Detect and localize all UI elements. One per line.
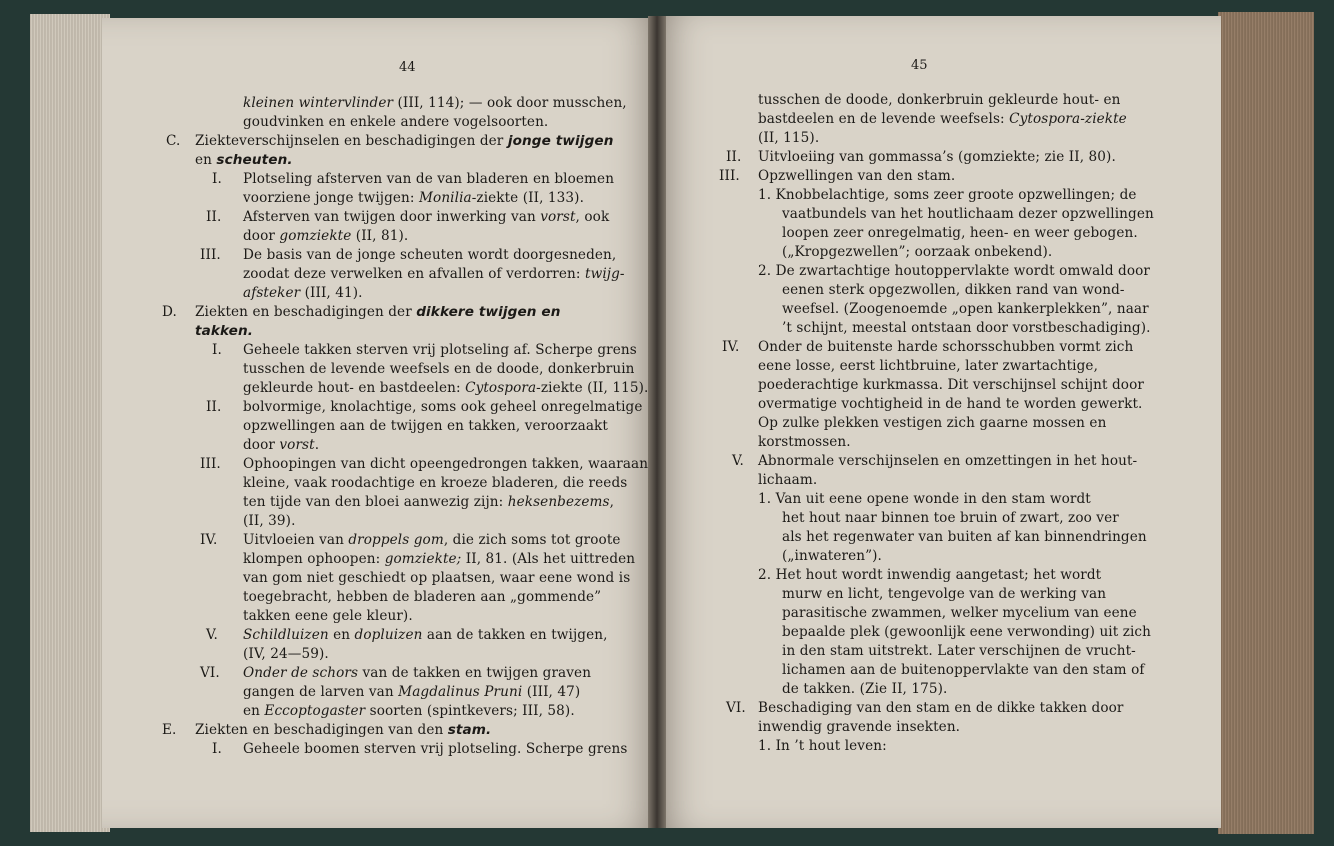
body-text: aan de takken en twijgen, <box>422 627 608 643</box>
body-text: goudvinken en enkele andere vogelsoorten. <box>243 114 549 130</box>
text-line <box>243 398 642 417</box>
body-text: Geheele boomen sterven vrij plotseling. Scherpe grens <box>243 741 628 757</box>
text-line <box>243 569 630 588</box>
body-text: IV. <box>200 532 218 548</box>
body-text: kleine, vaak roodachtige en kroeze bladeren, die reeds <box>243 475 628 491</box>
body-text: lichaam. <box>758 472 818 488</box>
body-text: bastdeelen en de levende weefsels: <box>758 111 1010 127</box>
body-text: (II, 115). <box>758 130 820 146</box>
text-line <box>162 721 176 740</box>
text-line <box>726 699 746 718</box>
text-line <box>243 607 413 626</box>
body-text: in den stam uitstrekt. Later verschijnen de vrucht- <box>782 643 1136 659</box>
text-line <box>243 113 548 132</box>
text-line <box>732 452 744 471</box>
text-line <box>243 189 584 208</box>
body-text: VI. <box>726 700 746 716</box>
body-text: van de takken en twijgen graven <box>358 665 592 681</box>
body-text: loopen zeer onregelmatig, heen- en weer gebogen. <box>782 225 1138 241</box>
body-text: IV. <box>722 339 740 355</box>
body-text: eenen sterk opgezwollen, dikken rand van wond- <box>782 282 1125 298</box>
italic-text: Monilia <box>419 190 472 206</box>
text-line <box>200 246 221 265</box>
text-line <box>243 702 575 721</box>
text-line <box>243 265 625 284</box>
body-text: II, 81. (Als het uittreden <box>461 551 636 567</box>
body-text: D. <box>162 304 177 320</box>
text-line <box>782 300 1149 319</box>
body-text: („inwateren”). <box>782 548 882 564</box>
text-line <box>195 303 561 322</box>
text-line <box>758 452 1137 471</box>
body-text: I. <box>212 171 222 187</box>
body-text: soorten (spintkevers; III, 58). <box>365 703 575 719</box>
italic-text: vorst <box>540 209 576 225</box>
heading-text: dikkere twijgen en <box>416 304 561 320</box>
text-line <box>758 471 817 490</box>
text-line <box>758 414 1106 433</box>
body-text: 1. Knobbelachtige, soms zeer groote opzwellingen; de <box>758 187 1137 203</box>
text-line <box>243 417 608 436</box>
text-line <box>243 246 616 265</box>
heading-text: takken. <box>195 323 254 339</box>
body-text: en <box>195 152 217 168</box>
text-line <box>726 148 741 167</box>
body-text: Afsterven van twijgen door inwerking van <box>243 209 541 225</box>
text-line <box>722 338 739 357</box>
body-text: murw en licht, tengevolge van de werking van <box>782 586 1107 602</box>
text-line <box>782 224 1138 243</box>
body-text: , ook <box>575 209 610 225</box>
body-text: Ziekten en beschadigingen der <box>195 304 417 320</box>
body-text: („Kropgezwellen”; oorzaak onbekend). <box>782 244 1053 260</box>
text-line <box>758 338 1133 357</box>
body-text: Ziekten en beschadigingen van den <box>195 722 448 738</box>
body-text: overmatige vochtigheid in de hand te worden gewerkt. <box>758 396 1143 412</box>
body-text: (III, 47) <box>522 684 581 700</box>
text-line <box>782 642 1136 661</box>
text-line <box>243 341 637 360</box>
text-line <box>758 110 1127 129</box>
text-line <box>782 243 1052 262</box>
text-line <box>243 436 319 455</box>
text-line <box>243 208 609 227</box>
italic-text: gomziekte; <box>384 551 462 567</box>
text-line <box>243 683 580 702</box>
text-line <box>758 718 960 737</box>
body-text: bepaalde plek (gewoonlijk eene verwonding) uit zich <box>782 624 1152 640</box>
italic-text: heksenbezems <box>507 494 610 510</box>
body-text: inwendig gravende insekten. <box>758 719 961 735</box>
page-number: 44 <box>399 60 416 75</box>
text-line <box>758 91 1120 110</box>
body-text: 2. Het hout wordt inwendig aangetast; het wordt <box>758 567 1102 583</box>
text-line <box>782 680 947 699</box>
text-line <box>243 94 627 113</box>
italic-text: droppels gom <box>348 532 444 548</box>
body-text: toegebracht, hebben de bladeren aan „gommende” <box>243 589 602 605</box>
text-line <box>243 360 635 379</box>
body-text: 2. De zwartachtige houtoppervlakte wordt omwald door <box>758 263 1151 279</box>
italic-text: dopluizen <box>354 627 423 643</box>
italic-text: gomziekte <box>279 228 352 244</box>
body-text: . <box>314 437 320 453</box>
text-line <box>782 319 1151 338</box>
body-text: ’t schijnt, meestal ontstaan door vorstbeschadiging). <box>782 320 1151 336</box>
text-line <box>243 455 648 474</box>
text-line <box>243 664 591 683</box>
body-text: -ziekte (II, 133). <box>471 190 585 206</box>
italic-text: Eccoptogaster <box>264 703 366 719</box>
text-line <box>200 531 217 550</box>
body-text: voorziene jonge twijgen: <box>243 190 420 206</box>
heading-text: stam. <box>447 722 492 738</box>
body-text: opzwellingen aan de twijgen en takken, veroorzaakt <box>243 418 608 434</box>
body-text: I. <box>212 741 222 757</box>
body-text: lichamen aan de buitenoppervlakte van den stam of <box>782 662 1145 678</box>
body-text: I. <box>212 342 222 358</box>
body-text: gangen de larven van <box>243 684 399 700</box>
body-text: door <box>243 228 280 244</box>
body-text: III. <box>200 247 221 263</box>
body-text: (III, 114); — ook door musschen, <box>393 95 627 111</box>
text-line <box>243 588 601 607</box>
text-line <box>243 626 608 645</box>
text-line <box>758 148 1116 167</box>
italic-text: Schildluizen <box>243 627 329 643</box>
page-edges-left <box>30 14 110 832</box>
text-line <box>758 186 1137 205</box>
text-line <box>195 151 293 170</box>
italic-text: Cytospora-ziekte <box>1009 111 1127 127</box>
body-text: van gom niet geschiedt op plaatsen, waar eene wond is <box>243 570 631 586</box>
italic-text: twijg- <box>585 266 625 282</box>
body-text: Uitvloeiing van gommassa’s (gomziekte; zie II, 80). <box>758 149 1116 165</box>
text-line <box>719 167 740 186</box>
text-line <box>200 455 221 474</box>
text-line <box>758 433 851 452</box>
body-text: Ziekteverschijnselen en beschadigingen der <box>195 133 508 149</box>
body-text: VI. <box>200 665 220 681</box>
text-line <box>782 585 1106 604</box>
italic-text: Onder de schors <box>243 665 359 681</box>
body-text: Geheele takken sterven vrij plotseling af. Scherpe grens <box>243 342 637 358</box>
text-line <box>782 604 1137 623</box>
body-text: -ziekte (II, 115). <box>536 380 649 396</box>
book-gutter <box>648 16 666 828</box>
text-line <box>212 341 222 360</box>
text-line <box>206 208 221 227</box>
text-line <box>206 398 221 417</box>
body-text: (III, 41). <box>300 285 363 301</box>
page-number: 45 <box>911 58 928 73</box>
right-page <box>655 16 1221 828</box>
page-edges-right <box>1218 12 1314 834</box>
text-line <box>212 170 222 189</box>
text-line <box>243 227 408 246</box>
text-line <box>782 623 1151 642</box>
text-line <box>782 661 1144 680</box>
body-text: II. <box>206 399 222 415</box>
text-line <box>243 531 621 550</box>
body-text: III. <box>719 168 740 184</box>
text-line <box>166 132 180 151</box>
body-text: de takken. (Zie II, 175). <box>782 681 948 697</box>
text-line <box>758 376 1144 395</box>
body-text: als het regenwater van buiten af kan binnendringen <box>782 529 1147 545</box>
text-line <box>195 721 491 740</box>
text-line <box>243 493 614 512</box>
body-text: E. <box>162 722 177 738</box>
text-line <box>206 626 218 645</box>
italic-text: Cytospora <box>465 380 537 396</box>
body-text: tusschen de doode, donkerbruin gekleurde hout- en <box>758 92 1121 108</box>
body-text: De basis van de jonge scheuten wordt doorgesneden, <box>243 247 617 263</box>
body-text: klompen ophoopen: <box>243 551 385 567</box>
body-text: korstmossen. <box>758 434 851 450</box>
body-text: V. <box>206 627 218 643</box>
text-line <box>758 129 819 148</box>
text-line <box>243 379 648 398</box>
body-text: door <box>243 437 280 453</box>
body-text: , die zich soms tot groote <box>443 532 621 548</box>
text-line <box>758 566 1101 585</box>
text-line <box>212 740 222 759</box>
text-line <box>243 512 296 531</box>
text-line <box>243 550 635 569</box>
text-line <box>243 170 614 189</box>
text-line <box>758 737 887 756</box>
body-text: II. <box>206 209 222 225</box>
body-text: het hout naar binnen toe bruin of zwart, zoo ver <box>782 510 1119 526</box>
text-line <box>758 490 1091 509</box>
text-line <box>195 132 614 151</box>
text-line <box>195 322 253 341</box>
body-text: C. <box>166 133 181 149</box>
text-line <box>782 509 1119 528</box>
body-text: en <box>328 627 355 643</box>
body-text: (IV, 24—59). <box>243 646 329 662</box>
body-text: II. <box>726 149 742 165</box>
text-line <box>758 395 1142 414</box>
italic-text: kleinen wintervlinder <box>243 95 394 111</box>
text-line <box>782 281 1125 300</box>
italic-text: vorst <box>279 437 315 453</box>
body-text: vaatbundels van het houtlichaam dezer opzwellingen <box>782 206 1154 222</box>
body-text: (II, 81). <box>351 228 409 244</box>
italic-text: afsteker <box>243 285 301 301</box>
text-line <box>782 547 882 566</box>
body-text: tusschen de levende weefsels en de doode, donkerbruin <box>243 361 635 377</box>
body-text: Ophoopingen van dicht opeengedrongen takken, waaraan <box>243 456 649 472</box>
text-line <box>243 284 363 303</box>
italic-text: Magdalinus Pruni <box>398 684 523 700</box>
text-line <box>758 167 955 186</box>
text-line <box>162 303 177 322</box>
body-text: poederachtige kurkmassa. Dit verschijnsel schijnt door <box>758 377 1144 393</box>
body-text: takken eene gele kleur). <box>243 608 413 624</box>
text-line <box>243 474 627 493</box>
text-line <box>758 699 1124 718</box>
body-text: Op zulke plekken vestigen zich gaarne mossen en <box>758 415 1107 431</box>
text-line <box>243 645 329 664</box>
body-text: en <box>243 703 265 719</box>
text-line <box>758 262 1150 281</box>
body-text: eene losse, eerst lichtbruine, later zwartachtige, <box>758 358 1098 374</box>
body-text: V. <box>732 453 744 469</box>
heading-text: jonge twijgen <box>507 133 614 149</box>
body-text: Uitvloeien van <box>243 532 349 548</box>
body-text: weefsel. (Zoogenoemde „open kankerplekken”, naar <box>782 301 1149 317</box>
body-text: , <box>609 494 615 510</box>
text-line <box>243 740 627 759</box>
heading-text: scheuten. <box>216 152 293 168</box>
left-page <box>102 18 660 828</box>
body-text: Opzwellingen van den stam. <box>758 168 956 184</box>
body-text: 1. Van uit eene opene wonde in den stam wordt <box>758 491 1091 507</box>
text-line <box>782 528 1147 547</box>
body-text: zoodat deze verwelken en afvallen of verdorren: <box>243 266 586 282</box>
body-text: parasitische zwammen, welker mycelium van eene <box>782 605 1137 621</box>
body-text: (II, 39). <box>243 513 296 529</box>
body-text: Beschadiging van den stam en de dikke takken door <box>758 700 1124 716</box>
text-line <box>200 664 220 683</box>
body-text: 1. In ’t hout leven: <box>758 738 887 754</box>
body-text: Plotseling afsterven van de van bladeren en bloemen <box>243 171 615 187</box>
text-line <box>758 357 1098 376</box>
body-text: ten tijde van den bloei aanwezig zijn: <box>243 494 508 510</box>
body-text: Abnormale verschijnselen en omzettingen in het hout- <box>758 453 1138 469</box>
text-line <box>782 205 1154 224</box>
body-text: III. <box>200 456 221 472</box>
body-text: Onder de buitenste harde schorsschubben vormt zich <box>758 339 1134 355</box>
body-text: gekleurde hout- en bastdeelen: <box>243 380 466 396</box>
body-text: bolvormige, knolachtige, soms ook geheel onregelmatige <box>243 399 643 415</box>
